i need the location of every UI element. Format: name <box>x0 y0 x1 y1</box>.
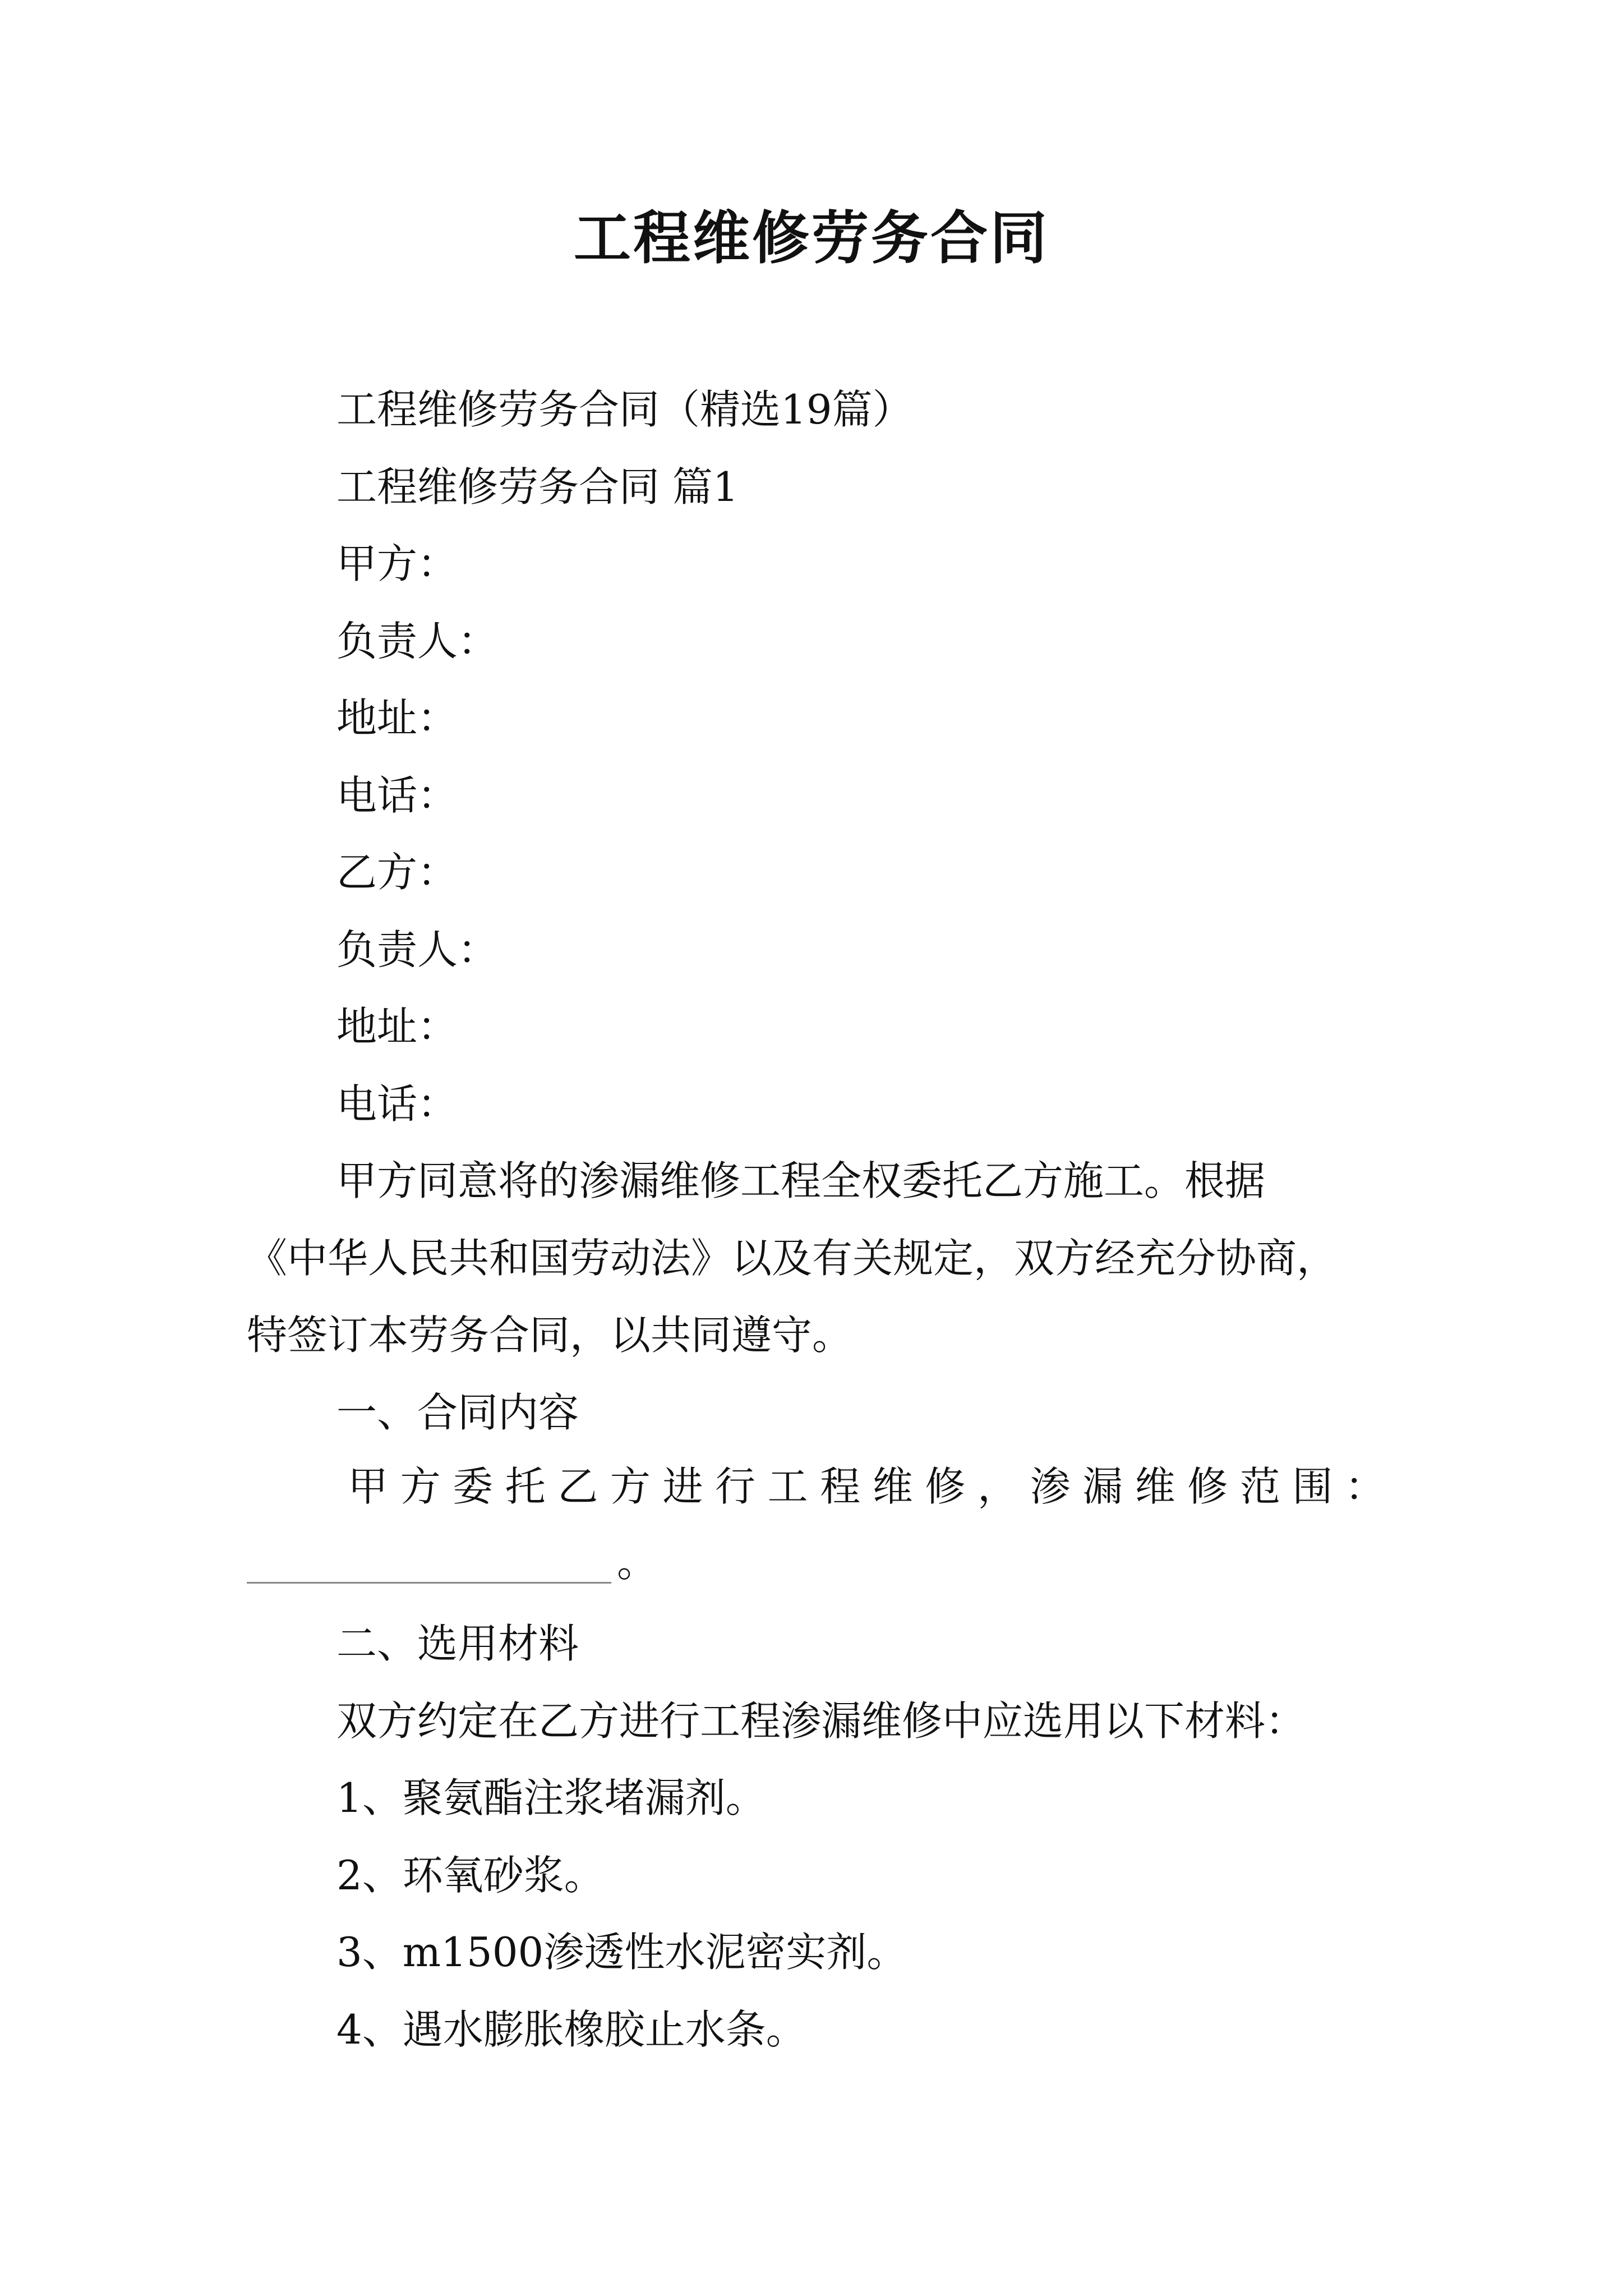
clause-1-char: 程 <box>820 1463 861 1510</box>
clause-1-char: 渗 <box>1030 1463 1071 1510</box>
clause-1-char: 维 <box>1135 1463 1175 1510</box>
material-item: 2、环氧砂浆。 <box>336 1852 605 1899</box>
clause-1-char: ， <box>977 1463 1018 1510</box>
preamble-line: 甲方同意将的渗漏维修工程全权委托乙方施工。根据 <box>336 1157 1266 1204</box>
fill-in-blank-line <box>247 1582 611 1584</box>
material-item: 3、m1500渗透性水泥密实剂。 <box>336 1929 907 1976</box>
document-title: 工程维修劳务合同 <box>574 205 1049 272</box>
party-a-address-label: 地址： <box>336 694 458 742</box>
party-b-phone-label: 电话： <box>336 1080 458 1128</box>
preamble-line: 特签订本劳务合同，以共同遵守。 <box>247 1312 853 1359</box>
clause-1-char: 托 <box>505 1463 546 1510</box>
clause-1-char: 范 <box>1239 1463 1280 1510</box>
clause-1-char: 行 <box>715 1463 756 1510</box>
clause-2-heading: 二、选用材料 <box>336 1620 579 1667</box>
party-a-contact-label: 负责人： <box>336 618 499 665</box>
party-a-label: 甲方： <box>336 540 458 587</box>
party-b-address-label: 地址： <box>336 1003 458 1050</box>
section-heading: 工程维修劳务合同 篇1 <box>336 463 739 510</box>
blank-end-punctuation: 。 <box>617 1539 658 1586</box>
material-item: 4、遇水膨胀橡胶止水条。 <box>336 2006 806 2053</box>
party-a-phone-label: 电话： <box>336 772 458 819</box>
clause-1-char: 修 <box>1187 1463 1228 1510</box>
clause-1-char: 维 <box>872 1463 913 1510</box>
clause-1-char: 方 <box>400 1463 441 1510</box>
clause-1-char: 乙 <box>557 1463 598 1510</box>
material-item: 1、聚氨酯注浆堵漏剂。 <box>336 1774 766 1821</box>
party-b-label: 乙方： <box>336 849 458 896</box>
party-b-contact-label: 负责人： <box>336 926 499 973</box>
clause-1-char: 工 <box>767 1463 808 1510</box>
clause-1-char: 甲 <box>348 1463 389 1510</box>
preamble-line: 《中华人民共和国劳动法》以及有关规定，双方经充分协商， <box>247 1235 1338 1282</box>
clause-1-text <box>348 1458 1385 1515</box>
clause-1-char: ： <box>1344 1463 1385 1510</box>
clause-2-intro: 双方约定在乙方进行工程渗漏维修中应选用以下材料： <box>336 1697 1306 1745</box>
document-subtitle: 工程维修劳务合同（精选19篇） <box>336 386 913 433</box>
clause-1-heading: 一、合同内容 <box>336 1389 579 1436</box>
clause-1-char: 围 <box>1292 1463 1333 1510</box>
clause-1-char: 委 <box>453 1463 494 1510</box>
clause-1-char: 漏 <box>1082 1463 1123 1510</box>
clause-1-char: 方 <box>610 1463 651 1510</box>
clause-1-char: 进 <box>662 1463 703 1510</box>
clause-1-char: 修 <box>925 1463 966 1510</box>
